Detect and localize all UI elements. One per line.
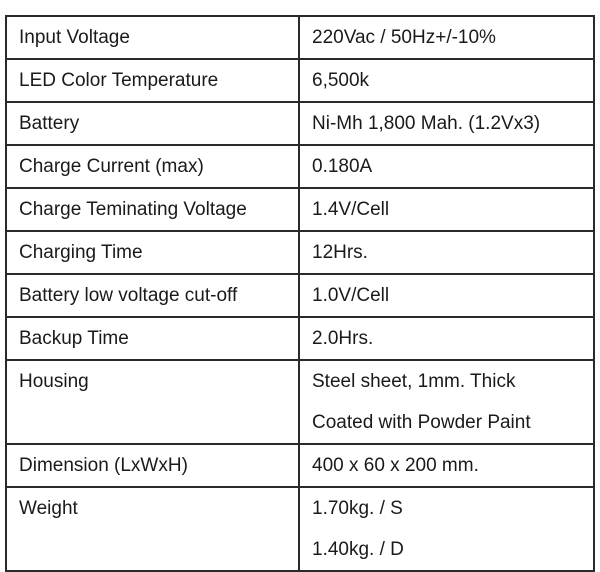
spec-value-line: 1.4V/Cell [312,199,390,220]
spec-value [299,59,594,102]
spec-value [299,102,594,145]
table-row [6,487,594,571]
spec-label: Battery low voltage cut-off [6,274,299,317]
table-row [6,317,594,360]
spec-value-line: 1.0V/Cell [312,285,390,306]
table-row [6,444,594,487]
spec-label: Battery [6,102,299,145]
spec-value-line: Ni-Mh 1,800 Mah. (1.2Vx3) [312,113,541,134]
spec-value [299,487,594,571]
spec-value [299,145,594,188]
spec-value-line: 400 x 60 x 200 mm. [312,455,479,476]
specification-table [5,15,595,572]
spec-label: LED Color Temperature [6,59,299,102]
spec-label: Charge Teminating Voltage [6,188,299,231]
spec-value-line: 2.0Hrs. [312,328,374,349]
spec-label: Input Voltage [6,16,299,59]
spec-label: Backup Time [6,317,299,360]
table-row [6,231,594,274]
table-row [6,102,594,145]
spec-value-line: 0.180A [312,156,373,177]
table-row [6,274,594,317]
spec-label: Dimension (LxWxH) [6,444,299,487]
spec-value-line: Coated with Powder Paint [312,412,531,433]
spec-value [299,188,594,231]
spec-value [299,317,594,360]
spec-value-line: 6,500k [312,70,370,91]
table-row [6,188,594,231]
spec-label: Charge Current (max) [6,145,299,188]
spec-value [299,16,594,59]
spec-value-line: 12Hrs. [312,242,368,263]
spec-value-line: Steel sheet, 1mm. Thick [312,371,516,392]
table-row [6,360,594,444]
table-row [6,145,594,188]
spec-value-line: 1.70kg. / S [312,498,403,519]
spec-value [299,360,594,444]
spec-value-line: 1.40kg. / D [312,539,404,560]
table-row [6,59,594,102]
spec-label: Weight [6,487,299,571]
spec-value [299,444,594,487]
spec-value-line: 220Vac / 50Hz+/-10% [312,27,496,48]
spec-label: Housing [6,360,299,444]
table-row [6,16,594,59]
spec-label: Charging Time [6,231,299,274]
spec-value [299,274,594,317]
spec-value [299,231,594,274]
